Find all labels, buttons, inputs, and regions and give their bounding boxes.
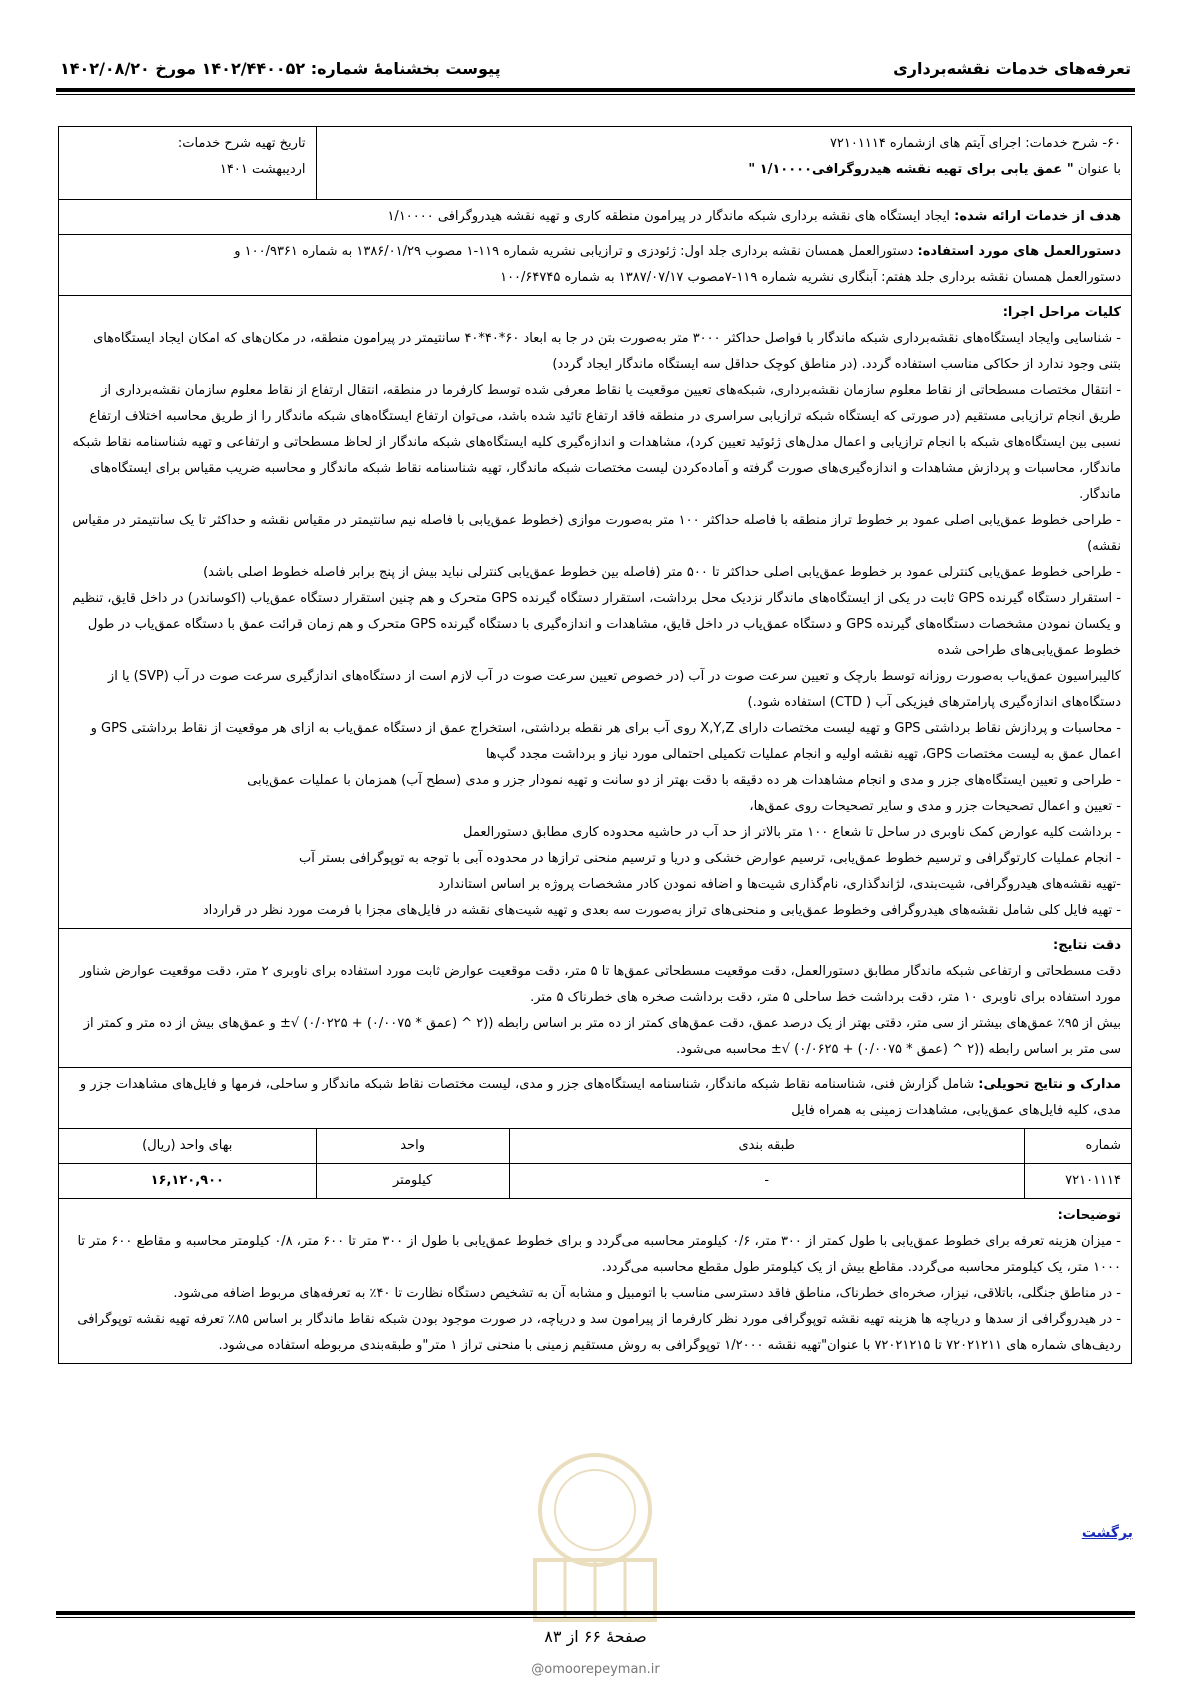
goal-label: هدف از خدمات ارائه شده: xyxy=(954,209,1121,224)
step-item: - تعیین و اعمال تصحیحات جزر و مدی و سایر تصحیحات روی عمق‌ها، xyxy=(749,799,1121,814)
step-item: - محاسبات و پردازش نقاط برداشتی GPS و تهیه لیست مختصات دارای X,Y,Z روی آب برای هر نقطه برداشتی، استخراج عمق از دستگاه عمق‌یاب به ازای هر موقعیت از نقاط برداشتی GPS و اعمال عمق به لیست مختصات GPS، تهیه نقشه اولیه و انجام عملیات تکمیلی احتمالی مورد نیاز و برداشت مجدد گپ‌ها xyxy=(90,721,1121,762)
price-table xyxy=(58,1128,1132,1199)
back-link[interactable]: برگشت xyxy=(1081,1525,1133,1541)
step-item: - تهیه فایل کلی شامل نقشه‌های هیدروگرافی وخطوط عمق‌یابی و منحنی‌های تراز به‌صورت سه بعدی و تهیه شیت‌های نقشه در فایل‌های مجزا با فرمت مورد نظر در قرارداد xyxy=(202,903,1121,918)
deliverables-label: مدارک و نتایج تحویلی: xyxy=(978,1077,1121,1092)
step-item: - انجام عملیات کارتوگرافی و ترسیم خطوط عمق‌یابی، ترسیم عوارض خشکی و دریا و ترسیم منحنی ترازها در محدوده آبی با توجه به توپوگرافی بستر آب xyxy=(299,851,1121,866)
deliverables-cell xyxy=(59,1068,1132,1129)
step-item: -تهیه نقشه‌های هیدروگرافی، شیت‌بندی، لژاندگذاری، نام‌گذاری شیت‌ها و اضافه نمودن کادر مشخصات پروژه بر اساس استاندارد xyxy=(438,877,1121,892)
service-title-prefix: با عنوان xyxy=(1073,162,1121,177)
instructions-line-2: دستورالعمل همسان نقشه برداری جلد هفتم: آبنگاری نشریه شماره ۱۱۹-۷مصوب ۱۳۸۷/۰۷/۱۷ به شماره ۱۰۰/۶۴۷۴۵ xyxy=(500,270,1121,285)
item-classification: - xyxy=(509,1164,1024,1199)
page-number: صفحهٔ ۶۶ از ۸۳ xyxy=(544,1627,647,1646)
service-info-table xyxy=(58,126,1132,1129)
note-item: - میزان هزینه تعرفه برای خطوط عمق‌یابی با طول کمتر از ۳۰۰ متر، ۰/۶ کیلومتر محاسبه می‌گردد و برای خطوط عمق‌یابی با طول از ۳۰۰ متر تا ۶۰۰ متر، ۰/۸ کیلومتر محاسبه و مقاطع ۶۰۰ متر تا ۱۰۰۰ متر، یک کیلومتر محاسبه می‌گردد. مقاطع بیش از یک کیلومتر طول مقطع محاسبه می‌گردد. xyxy=(77,1234,1121,1275)
accuracy-paragraph-2: بیش از ۹۵٪ عمق‌های بیشتر از سی متر، دقتی بهتر از یک درصد عمق، دقت عمق‌های کمتر از ده متر بر اساس رابطه ((۲ ^ (عمق * ۰/۰۰۷۵) + ۰/۰۲۲۵) √± و عمق‌های بیش از ده متر و کمتر از سی متر بر اساس رابطه ((۲ ^ (عمق * ۰/۰۰۷۵) + ۰/۰۶۲۵) √± محاسبه می‌شود. xyxy=(83,1016,1121,1057)
price-table-header-row xyxy=(59,1129,1132,1164)
column-header-classification: طبقه بندی xyxy=(509,1129,1024,1164)
accuracy-label: دقت نتایج: xyxy=(1053,938,1121,953)
column-header-code: شماره xyxy=(1024,1129,1131,1164)
date-label: تاریخ تهیه شرح خدمات: xyxy=(177,136,306,151)
steps-cell xyxy=(59,296,1132,929)
accuracy-paragraph-1: دقت مسطحاتی و ارتفاعی شبکه ماندگار مطابق دستورالعمل، دقت موقعیت مسطحاتی عمق‌ها تا ۵ متر، دقت موقعیت عوارض ثابت مورد استفاده برای ناوبری ۲ متر، دقت موقعیت عوارض شناور مورد استفاده برای ناوبری ۱۰ متر، دقت برداشت خط ساحلی ۵ متر، دقت برداشت صخره های خطرناک ۵ متر. xyxy=(79,964,1121,1005)
watermark-seal-logo xyxy=(505,1440,685,1640)
item-unit-price xyxy=(59,1164,317,1199)
footer-rule-thin xyxy=(56,1617,1135,1618)
attachment-reference: پیوست بخشنامهٔ شماره: ۱۴۰۲/۴۴۰۰۵۲ مورخ ۱۴۰۲/۰۸/۲۰ xyxy=(60,58,501,78)
date-cell xyxy=(59,127,317,200)
page-header xyxy=(60,52,1131,84)
notes-label: توضیحات: xyxy=(1057,1208,1121,1223)
steps-label: کلیات مراحل اجرا: xyxy=(1002,305,1121,320)
step-item: کالیبراسیون عمق‌یاب به‌صورت روزانه توسط بارچک و تعیین سرعت صوت در آب (در خصوص تعیین سرعت صوت در آب لازم است از دستگاه‌های اندازگیری سرعت صوت در آب (SVP) یا از دستگاه‌های اندازه‌گیری پارامترهای فیزیکی آب ( CTD) استفاده شود.) xyxy=(107,669,1121,710)
deliverables-text: شامل گزارش فنی، شناسنامه نقاط شبکه ماندگار، شناسنامه ایستگاه‌های جزر و مدی، لیست مختصات نقاط شبکه ماندگار و ساحلی، فرمها و فایل‌های مشاهدات جزر و مدی، کلیه فایل‌های عمق‌یابی، مشاهدات زمینی به همراه فایل xyxy=(79,1077,1121,1118)
step-item: - طراحی خطوط عمق‌یابی اصلی عمود بر خطوط تراز منطقه با فاصله حداکثر ۱۰۰ متر به‌صورت موازی (خطوط عمق‌یابی با فاصله نیم سانتیمتر در مقیاس نقشه و حداکثر تا یک سانتیمتر در مقیاس نقشه) xyxy=(72,513,1121,554)
step-item: - برداشت کلیه عوارض کمک ناوبری در ساحل تا شعاع ۱۰۰ متر بالاتر از حد آب در حاشیه محدوده کاری مطابق دستورالعمل xyxy=(463,825,1121,840)
unit-price-value: ۱۶,۱۲۰,۹۰۰ xyxy=(150,1173,224,1188)
goal-cell xyxy=(59,200,1132,235)
notes-table xyxy=(58,1198,1132,1364)
service-title: " عمق یابی برای تهیه نقشه هیدروگرافی۱/۱۰۰۰۰ " xyxy=(748,162,1074,177)
service-description-cell xyxy=(316,127,1131,200)
table-row xyxy=(59,1164,1132,1199)
date-value: اردیبهشت ۱۴۰۱ xyxy=(219,162,306,177)
notes-cell xyxy=(59,1199,1132,1364)
accuracy-cell xyxy=(59,929,1132,1068)
column-header-unit: واحد xyxy=(316,1129,509,1164)
note-item: - در مناطق جنگلی، باتلاقی، نیزار، صخره‌ای خطرناک، مناطق فاقد دسترسی مناسب با اتومبیل و مشابه آن به تشخیص دستگاه نظارت تا ۴۰٪ به تعرفه‌های مربوط اضافه می‌شود. xyxy=(173,1286,1121,1301)
service-line-2 xyxy=(327,157,1121,183)
step-item: - طراحی و تعیین ایستگاه‌های جزر و مدی و انجام مشاهدات هر ده دقیقه با دقت بهتر از دو سانت و تهیه نمودار جزر و مدی (سطح آب) همزمان با عملیات عمق‌یابی xyxy=(247,773,1121,788)
step-item: - شناسایی وایجاد ایستگاه‌های نقشه‌برداری شبکه ماندگار با فواصل حداکثر ۳۰۰۰ متر به‌صورت بتن در جا به ابعاد ۶۰*۴۰*۴۰ سانتیمتر در پیرامون منطقه، در مکان‌های که امکان ایجاد ایستگاه‌های بتنی وجود ندارد از حکاکی مناسب استفاده گردد. (در مناطق کوچک حداقل سه ایستگاه ماندگار ایجاد گردد) xyxy=(93,331,1121,372)
header-rule xyxy=(56,88,1135,92)
document-title: تعرفه‌های خدمات نقشه‌برداری xyxy=(893,58,1131,78)
service-line-1: ۶۰- شرح خدمات: اجرای آیتم های ازشماره ۷۲۱۰۱۱۱۴ xyxy=(829,136,1121,151)
column-header-unit-price: بهای واحد (ریال) xyxy=(59,1129,317,1164)
goal-text: ایجاد ایستگاه های نقشه برداری شبکه ماندگار در پیرامون منطقه کاری و تهیه نقشه هیدروگرافی ۱/۱۰۰۰۰ xyxy=(387,209,955,224)
service-sheet xyxy=(58,126,1132,1364)
item-code: ۷۲۱۰۱۱۱۴ xyxy=(1024,1164,1131,1199)
step-item: - طراحی خطوط عمق‌یابی کنترلی عمود بر خطوط عمق‌یابی اصلی حداکثر تا ۵۰۰ متر (فاصله بین خطوط عمق‌یابی کنترلی نباید بیش از پنج برابر فاصله خطوط اصلی باشد) xyxy=(203,565,1121,580)
instructions-label: دستورالعمل های مورد استفاده: xyxy=(917,244,1121,259)
watermark-text: @omoorepeyman.ir xyxy=(531,1662,660,1677)
footer-rule xyxy=(56,1611,1135,1615)
step-item: - انتقال مختصات مسطحاتی از نقاط معلوم سازمان نقشه‌برداری، شبکه‌های تعیین موقعیت یا نقاط معرفی شده توسط کارفرما در منطقه، انتقال ارتفاع از نقاط معلوم سازمان نقشه‌برداری از طریق انجام ترازیابی مستقیم (در صورتی که ایستگاه شبکه ترازیابی سراسری در منطقه فاقد ارتفاع تائید شده باشد، می‌توان ارتفاع ایستگاه‌های شبکه ماندگار را از طریق محاسبه اختلاف ارتفاع نسبی بین ایستگاه‌های شبکه با انجام ترازیابی و اعمال مدل‌های ژئوئید تعیین کرد)، مشاهدات و اندازه‌گیری کلیه ایستگاه‌های شبکه ماندگار از لحاظ مسطحاتی و ارتفاعی و تهیه شناسنامه نقاط شبکه ماندگار، محاسبات و پردازش مشاهدات و اندازه‌گیری‌های صورت گرفته و آماده‌کردن لیست مختصات شبکه ماندگار، تهیه شناسنامه نقاط شبکه ماندگار و محاسبه ضریب مقیاس برای ایستگاه‌های ماندگار. xyxy=(72,383,1121,502)
step-item: - استقرار دستگاه گیرنده GPS ثابت در یکی از ایستگاه‌های ماندگار نزدیک محل برداشت، استقرار دستگاه گیرنده GPS متحرک و هم چنین استقرار دستگاه عمق‌یاب (اکوساندر) در داخل قایق، تنظیم و یکسان نمودن مشخصات دستگاه‌های گیرنده GPS و دستگاه عمق‌یاب در داخل قایق، مشاهدات و اندازه‌گیری با دستگاه گیرنده GPS متحرک و هم زمان قرائت عمق با دستگاه عمق‌یاب در طول خطوط عمق‌یابی‌های طراحی شده xyxy=(72,591,1121,658)
instructions-cell xyxy=(59,235,1132,296)
note-item: - در هیدروگرافی از سدها و دریاچه ها هزینه تهیه نقشه توپوگرافی مورد نظر کارفرما از پیرامون سد و دریاچه، در صورت موجود بودن شبکه نقاط ماندگار بر اساس ۸۵٪ تعرفه تهیه نقشه توپوگرافی ردیف‌های شماره های ۷۲۰۲۱۲۱۱ تا ۷۲۰۲۱۲۱۵ با عنوان"تهیه نقشه ۱/۲۰۰۰ توپوگرافی به روش مستقیم زمینی با منحنی تراز ۱ متر"و طبقه‌بندی مربوطه استفاده می‌شود. xyxy=(77,1312,1121,1353)
header-rule-thin xyxy=(56,94,1135,95)
instructions-line-1: دستورالعمل همسان نقشه برداری جلد اول: ژئودزی و ترازیابی نشریه شماره ۱۱۹-۱ مصوب ۱۳۸۶/۰۱/۲۹ به شماره ۱۰۰/۹۳۶۱ و xyxy=(234,244,918,259)
item-unit: کیلومتر xyxy=(316,1164,509,1199)
